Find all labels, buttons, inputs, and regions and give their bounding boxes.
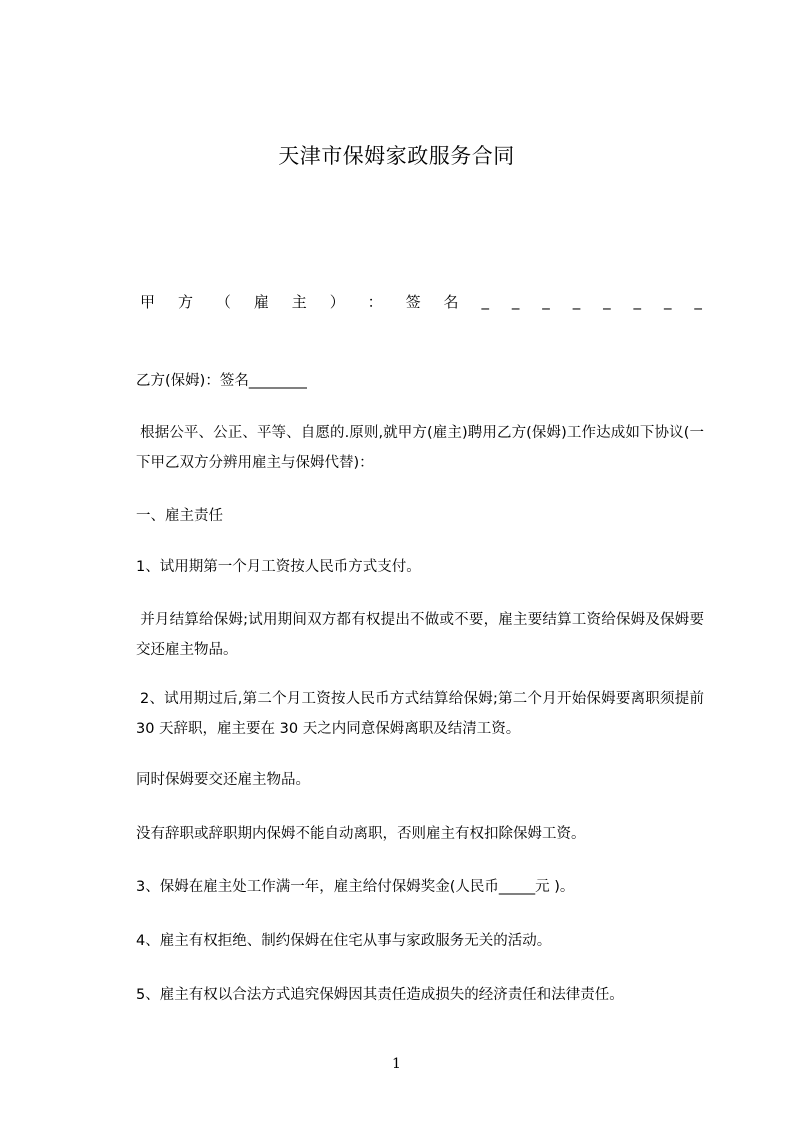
- signature-blank: _: [511, 292, 520, 310]
- page-number: 1: [392, 1056, 401, 1072]
- clause-item-5: 5、雇主有权以合法方式追究保姆因其责任造成损失的经济责任和法律责任。: [136, 987, 624, 1003]
- clause-item-3: 3、保姆在雇主处工作满一年，雇主给付保姆奖金(人民币_____元 )。: [136, 879, 575, 895]
- party-a-char: 名: [443, 292, 459, 311]
- party-a-char: 主: [291, 292, 307, 311]
- section-heading: 一、雇主责任: [136, 508, 223, 524]
- intro-paragraph: [136, 418, 704, 478]
- clause-item-2-continued-2: 没有辞职或辞职期内保姆不能自动离职，否则雇主有权扣除保姆工资。: [136, 826, 586, 842]
- signature-blank: _: [694, 292, 702, 310]
- signature-blank: _: [481, 292, 489, 310]
- party-b-signature-line: 乙方(保姆)：签名________: [136, 373, 307, 389]
- clause-item-2: [136, 684, 704, 744]
- signature-blank: _: [633, 292, 642, 310]
- party-a-signature-line: [140, 288, 702, 314]
- signature-blank: _: [542, 292, 550, 310]
- document-title: 天津市保姆家政服务合同: [278, 144, 515, 168]
- party-a-char: ：: [367, 292, 383, 311]
- party-a-char: 雇: [253, 292, 269, 311]
- party-a-char: 签: [405, 292, 421, 311]
- clause-item-1: 1、试用期第一个月工资按人民币方式支付。: [136, 559, 421, 575]
- signature-blank: _: [663, 292, 672, 310]
- clause-item-1-continued: [136, 605, 704, 665]
- clause-text: 2、试用期过后,第二个月工资按人民币方式结算给保姆;第二个月开始保姆要离职须提前 30 天辞职，雇主要在 30 天之内同意保姆离职及结清工资。: [136, 691, 704, 737]
- clause-text: 并月结算给保姆;试用期间双方都有权提出不做或不要，雇主要结算工资给保姆及保姆要交还雇主物品。: [136, 612, 704, 658]
- signature-blank: _: [603, 292, 611, 310]
- party-a-char: ）: [329, 292, 345, 311]
- clause-item-2-continued-1: 同时保姆要交还雇主物品。: [136, 772, 310, 788]
- party-a-char: 甲: [140, 292, 156, 311]
- party-a-char: （: [215, 292, 231, 311]
- party-a-char: 方: [177, 292, 193, 311]
- clause-item-4: 4、雇主有权拒绝、制约保姆在住宅从事与家政服务无关的活动。: [136, 933, 552, 949]
- intro-text: 根据公平、公正、平等、自愿的.原则,就甲方(雇主)聘用乙方(保姆)工作达成如下协议(一下甲乙双方分辨用雇主与保姆代替)：: [136, 425, 704, 471]
- signature-blank: _: [572, 292, 581, 310]
